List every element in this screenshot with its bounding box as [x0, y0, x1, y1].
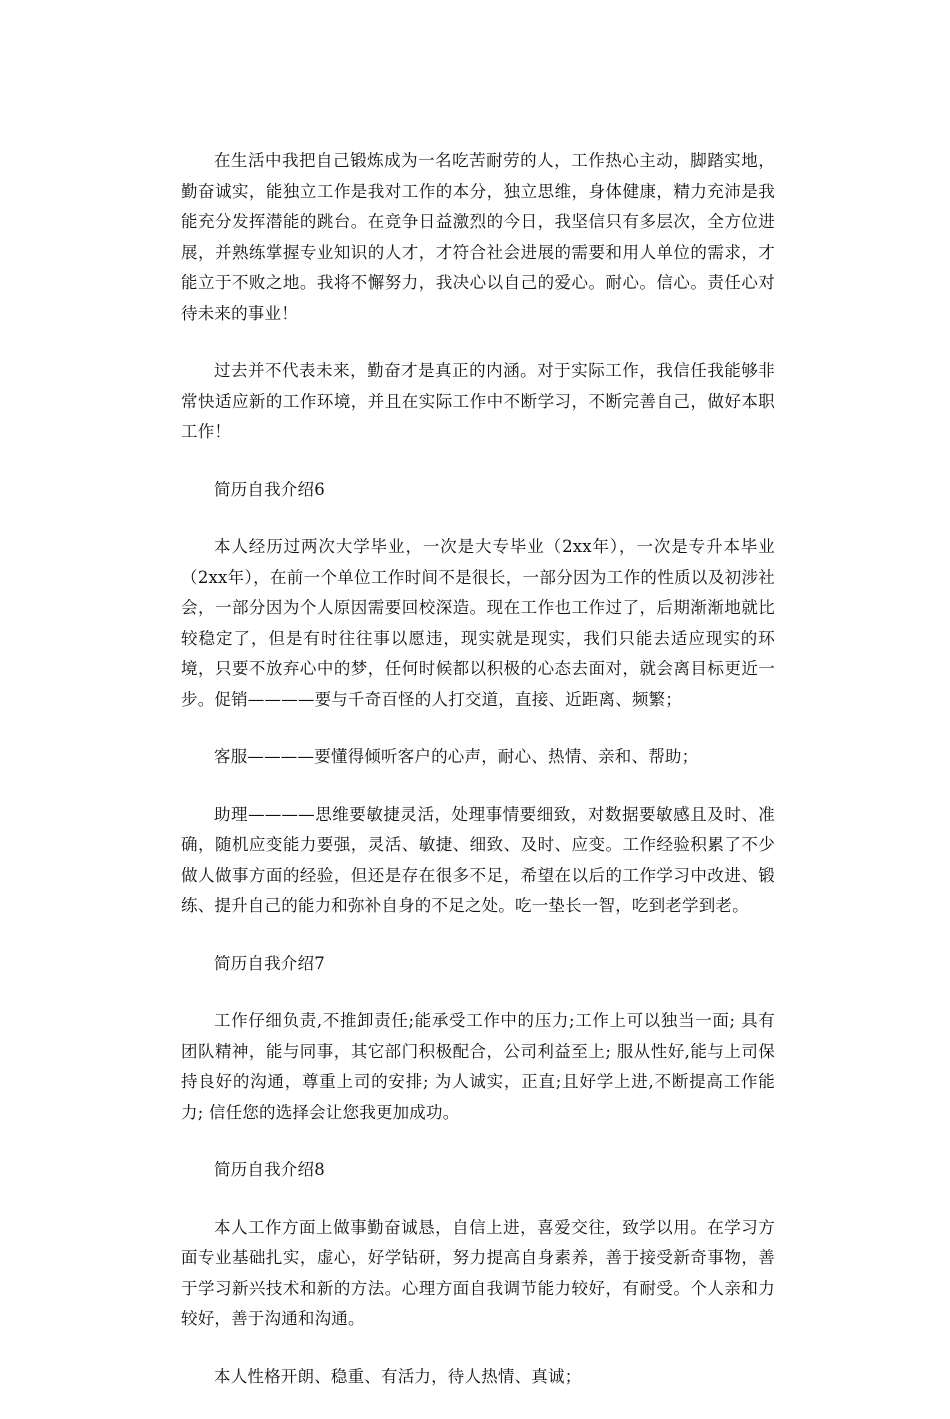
paragraph-work-attitude: 在生活中我把自己锻炼成为一名吃苦耐劳的人，工作热心主动，脚踏实地，勤奋诚实，能独立工作是我对工作的本分，独立思维，身体健康，精力充沛是我能充分发挥潜能的跳台。在竞争日益激烈的今日，我坚信只有多层次，全方位进展，并熟练掌握专业知识的人才，才符合社会进展的需要和用人单位的需求，才能立于不败之地。我将不懈努力，我决心以自己的爱心。耐心。信心。责任心对待未来的事业！	[181, 151, 775, 323]
document-body	[181, 146, 775, 1419]
section-heading-7: 简历自我介绍7	[214, 953, 325, 973]
paragraph-personality: 本人性格开朗、稳重、有活力，待人热情、真诚；	[214, 1366, 582, 1386]
paragraph-customer-service: 客服————要懂得倾听客户的心声，耐心、热情、亲和、帮助；	[214, 747, 699, 766]
paragraph-education-experience: 本人经历过两次大学毕业，一次是大专毕业（2xx年），一次是专升本毕业（2xx年），在前一个单位工作时间不是很长，一部分因为工作的性质以及初涉社会，一部分因为个人原因需要回校深造。现在工作也工作过了，后期渐渐地就比较稳定了，但是有时往往事以愿违，现实就是现实，我们只能去适应现实的环境，只要不放弃心中的梦，任何时候都以积极的心态去面对，就会离目标更近一步。促销————要与千奇百怪的人打交道，直接、近距离、频繁；	[181, 537, 775, 709]
paragraph-future: 过去并不代表未来，勤奋才是真正的内涵。对于实际工作，我信任我能够非常快适应新的工作环境，并且在实际工作中不断学习，不断完善自己，做好本职工作！	[181, 361, 775, 441]
paragraph-assistant: 助理————思维要敏捷灵活，处理事情要细致，对数据要敏感且及时、准确，随机应变能力要强，灵活、敏捷、细致、及时、应变。工作经验积累了不少做人做事方面的经验，但还是存在很多不足，希望在以后的工作学习中改进、锻练、提升自己的能力和弥补自身的不足之处。吃一垫长一智，吃到老学到老。	[181, 804, 775, 915]
paragraph-responsibility: 工作仔细负责,不推卸责任;能承受工作中的压力;工作上可以独当一面; 具有团队精神，能与同事，其它部门积极配合，公司利益至上; 服从性好,能与上司保持良好的沟通，尊重上司的安排; 为人诚实，正直;且好学上进,不断提高工作能力; 信任您的选择会让您我更加成功。	[181, 1011, 775, 1122]
section-heading-8: 简历自我介绍8	[214, 1160, 325, 1179]
paragraph-diligence: 本人工作方面上做事勤奋诚恳，自信上进，喜爱交往，致学以用。在学习方面专业基础扎实，虚心，好学钻研，努力提高自身素养，善于接受新奇事物，善于学习新兴技术和新的方法。心理方面自我调节能力较好，有耐受。个人亲和力较好，善于沟通和沟通。	[181, 1217, 775, 1328]
section-heading-6: 简历自我介绍6	[214, 479, 325, 499]
